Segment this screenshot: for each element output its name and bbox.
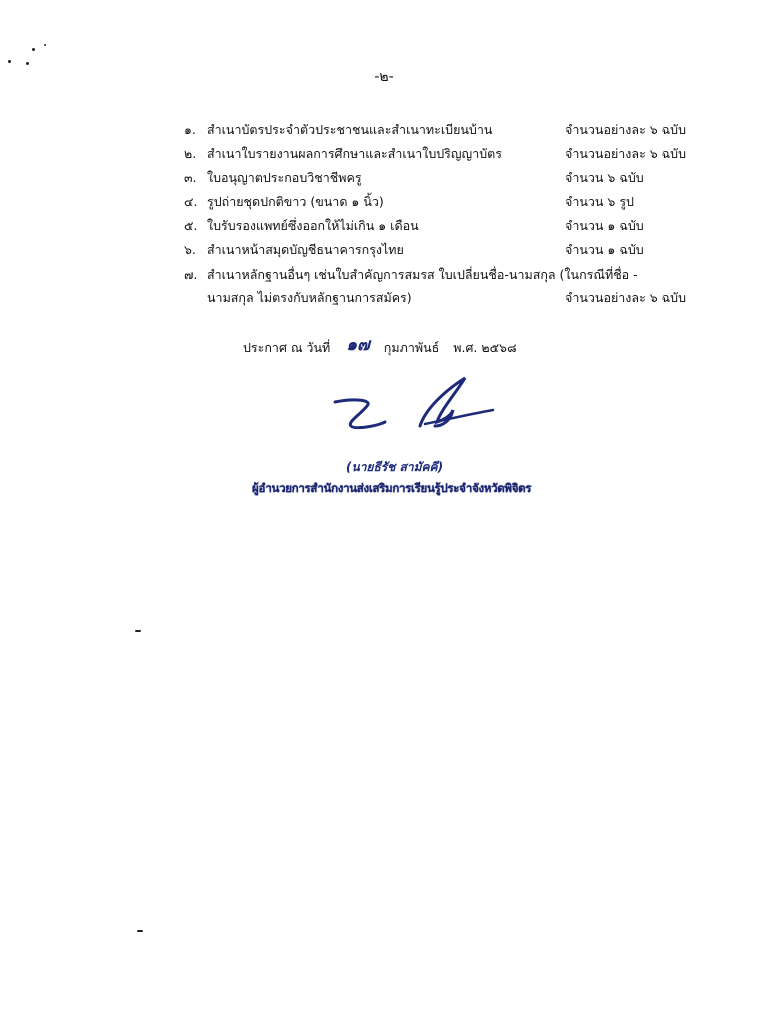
handwritten-signature bbox=[325, 370, 505, 440]
scan-speck bbox=[8, 60, 11, 63]
item-text: ใบรับรองแพทย์ซึ่งออกให้ไม่เกิน ๑ เดือน bbox=[207, 218, 419, 233]
announcement-prefix: ประกาศ ณ วันที่ bbox=[243, 340, 331, 355]
item-quantity: จำนวนอย่างละ ๖ ฉบับ bbox=[565, 122, 687, 137]
item-number: ๖. bbox=[184, 242, 196, 257]
item-quantity: จำนวน ๑ ฉบับ bbox=[565, 242, 644, 257]
item-quantity: จำนวน ๖ รูป bbox=[565, 194, 634, 209]
scan-speck bbox=[44, 44, 46, 46]
page-number: -๒- bbox=[374, 69, 394, 85]
item-number: ๒. bbox=[184, 146, 197, 161]
item-text: รูปถ่ายชุดปกติขาว (ขนาด ๑ นิ้ว) bbox=[207, 194, 384, 209]
list-item bbox=[0, 168, 768, 190]
item-quantity: จำนวน ๑ ฉบับ bbox=[565, 218, 644, 233]
signer-name: (นายธีรัช สามัคคี) bbox=[346, 460, 444, 474]
list-item bbox=[0, 265, 768, 287]
item-quantity: จำนวนอย่างละ ๖ ฉบับ bbox=[565, 290, 687, 305]
item-text: สำเนาหลักฐานอื่นๆ เช่นใบสำคัญการสมรส ใบเปลี่ยนชื่อ-นามสกุล (ในกรณีที่ชื่อ - bbox=[207, 267, 638, 282]
list-item bbox=[0, 192, 768, 214]
item-number: ๗. bbox=[184, 267, 198, 282]
announcement-month: กุมภาพันธ์ bbox=[383, 340, 440, 355]
scan-speck bbox=[135, 630, 141, 632]
item-text: สำเนาบัตรประจำตัวประชาชนและสำเนาทะเบียนบ้าน bbox=[207, 122, 493, 137]
list-item bbox=[0, 240, 768, 262]
scan-speck bbox=[32, 48, 35, 51]
item-text: สำเนาหน้าสมุดบัญชีธนาคารกรุงไทย bbox=[207, 242, 404, 257]
item-text: สำเนาใบรายงานผลการศึกษาและสำเนาใบปริญญาบัตร bbox=[207, 146, 502, 161]
list-item-continuation bbox=[0, 288, 768, 310]
item-number: ๑. bbox=[184, 122, 196, 137]
scan-speck bbox=[26, 62, 29, 65]
handwritten-day: ๑๗ bbox=[346, 335, 370, 355]
announcement-date-line bbox=[243, 333, 517, 360]
item-number: ๔. bbox=[184, 194, 198, 209]
item-quantity: จำนวนอย่างละ ๖ ฉบับ bbox=[565, 146, 687, 161]
item-number: ๕. bbox=[184, 218, 198, 233]
list-item bbox=[0, 144, 768, 166]
list-item bbox=[0, 120, 768, 142]
item-text: นามสกุล ไม่ตรงกับหลักฐานการสมัคร) bbox=[207, 290, 412, 305]
scan-speck bbox=[137, 930, 143, 932]
item-number: ๓. bbox=[184, 170, 197, 185]
announcement-year: พ.ศ. ๒๕๖๘ bbox=[453, 340, 517, 355]
item-quantity: จำนวน ๖ ฉบับ bbox=[565, 170, 644, 185]
item-text: ใบอนุญาตประกอบวิชาชีพครู bbox=[207, 170, 362, 185]
signer-title: ผู้อำนวยการสำนักงานส่งเสริมการเรียนรู้ประจำจังหวัดพิจิตร bbox=[252, 481, 532, 495]
list-item bbox=[0, 216, 768, 238]
